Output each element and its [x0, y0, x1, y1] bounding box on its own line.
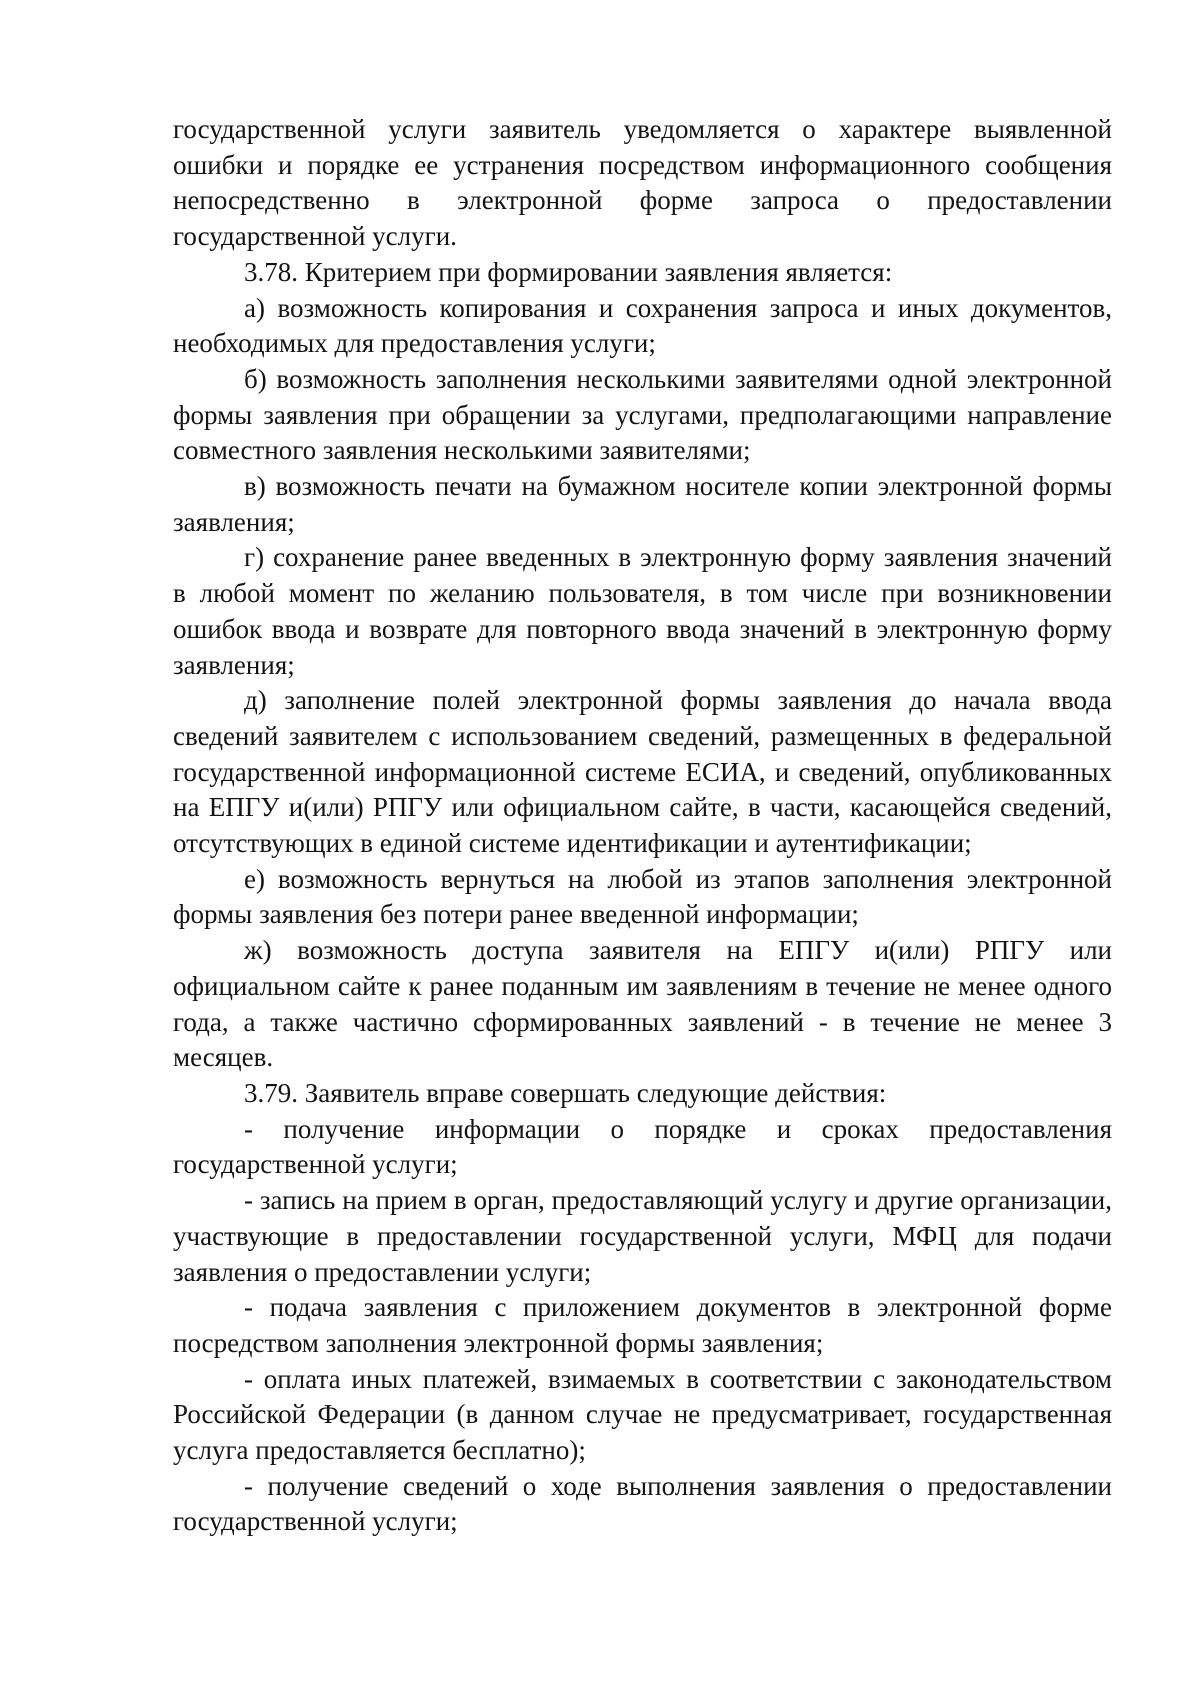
- paragraph-item-e: е) возможность вернуться на любой из этапов заполнения электронной формы заявления без потери ранее введенной информации;: [173, 863, 1112, 930]
- paragraph-dash-4: - оплата иных платежей, взимаемых в соответствии с законодательством Российской Федерации (в данном случае не предусматривает, государственная услуга предоставляется бесплатно);: [173, 1363, 1112, 1466]
- paragraph-item-b: б) возможность заполнения несколькими заявителями одной электронной формы заявления при обращении за услугами, предполагающими направление совместного заявления несколькими заявителями;: [173, 363, 1112, 466]
- paragraph-item-d: д) заполнение полей электронной формы заявления до начала ввода сведений заявителем с использованием сведений, размещенных в федеральной государственной информационной системе ЕСИА, и сведений, опубликованных на ЕПГУ и(или) РПГУ или официальном сайте, в части, касающейся сведений, отсутствующих в единой системе идентификации и аутентификации;: [173, 685, 1112, 859]
- paragraph-item-v: в) возможность печати на бумажном носителе копии электронной формы заявления;: [173, 471, 1112, 537]
- paragraph-item-g: г) сохранение ранее введенных в электронную форму заявления значений в любой момент по желанию пользователя, в том числе при возникновении ошибок ввода и возврате для повторного ввода значений в электронную форму заявления;: [173, 542, 1112, 680]
- paragraph-3-79: 3.79. Заявитель вправе совершать следующие действия:: [244, 1077, 887, 1108]
- paragraph-item-a: а) возможность копирования и сохранения запроса и иных документов, необходимых для предоставления услуги;: [173, 292, 1112, 359]
- paragraph-3-78: 3.78. Критерием при формировании заявления является:: [244, 256, 893, 287]
- paragraph-dash-2: - запись на прием в орган, предоставляющий услугу и другие организации, участвующие в предоставлении государственной услуги, МФЦ для подачи заявления о предоставлении услуги;: [173, 1185, 1112, 1287]
- paragraph-dash-5: - получение сведений о ходе выполнения заявления о предоставлении государственной услуги;: [173, 1470, 1112, 1537]
- paragraph-item-zh: ж) возможность доступа заявителя на ЕПГУ и(или) РПГУ или официальном сайте к ранее поданным им заявлениям в течение не менее одного года, а также частично сформированных заявлений - в течение не менее 3 месяцев.: [173, 935, 1112, 1073]
- paragraph-dash-3: - подача заявления с приложением документов в электронной форме посредством заполнения электронной формы заявления;: [173, 1292, 1112, 1358]
- paragraph-continuation: государственной услуги заявитель уведомляется о характере выявленной ошибки и порядке ее устранения посредством информационного сообщения непосредственно в электронной форме запроса о предоставлении государственной услуги.: [173, 114, 1112, 252]
- paragraph-dash-1: - получение информации о порядке и сроках предоставления государственной услуги;: [173, 1113, 1112, 1180]
